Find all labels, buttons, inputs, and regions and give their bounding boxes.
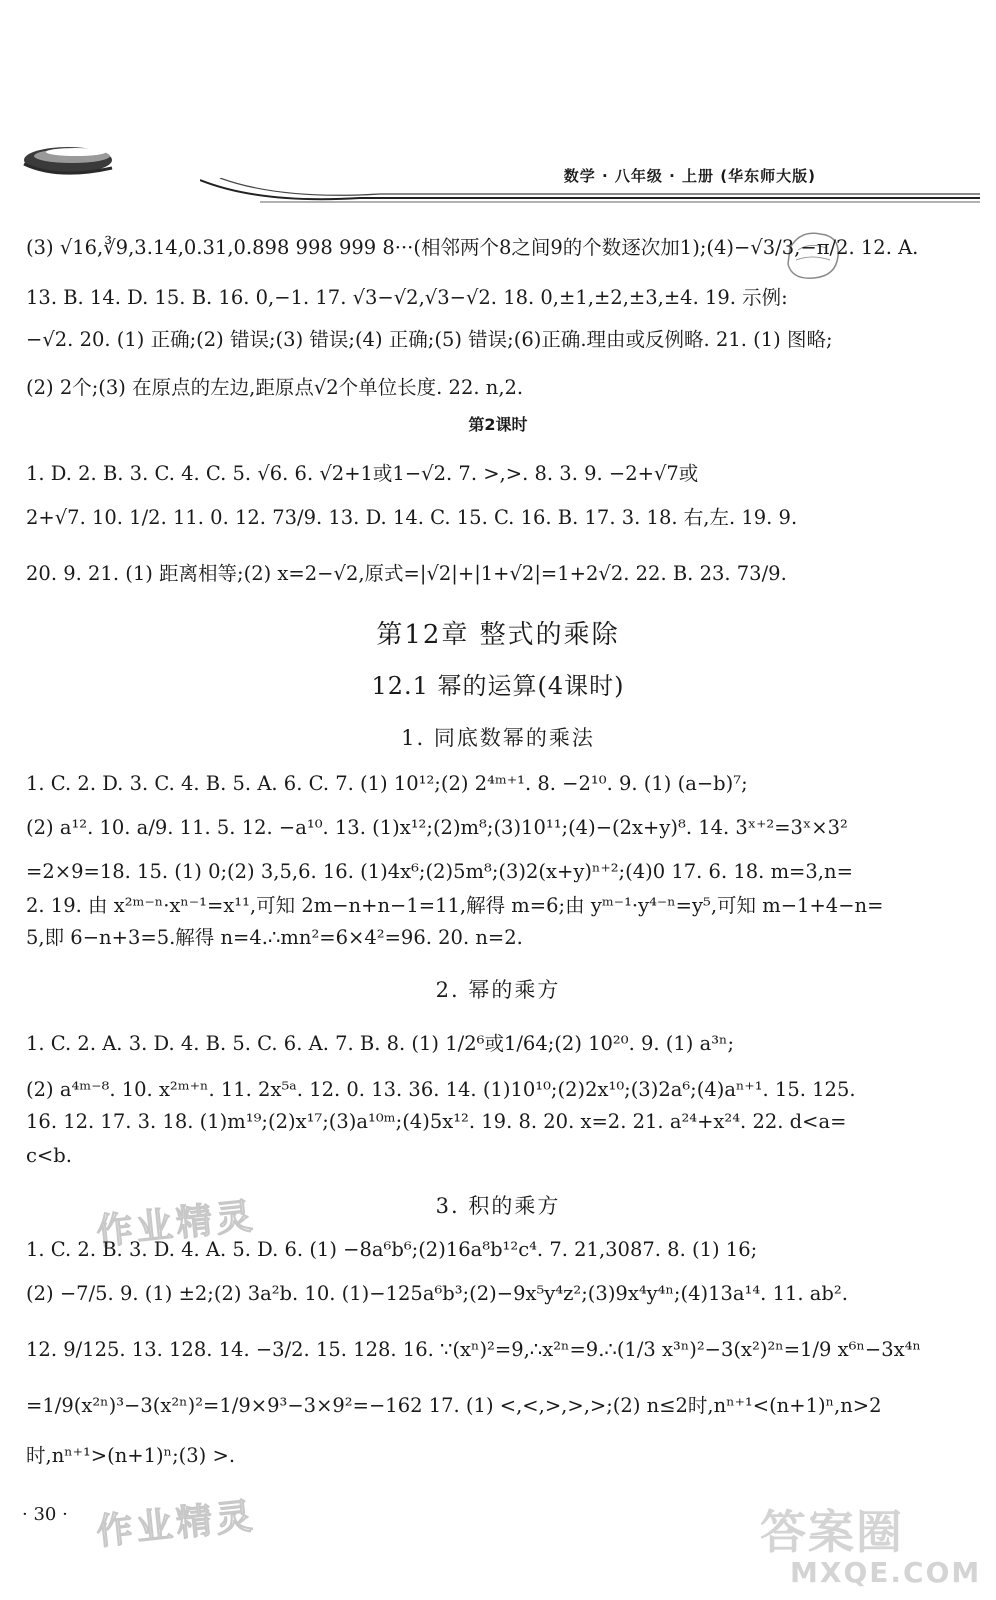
chapter-heading: 第12章 整式的乘除 <box>376 620 620 650</box>
answer-line: 13. B. 14. D. 15. B. 16. 0,−1. 17. √3−√2,√3−√2. 18. 0,±1,±2,±3,±4. 19. 示例: <box>26 286 788 309</box>
corner-logo-url: MXQE.COM <box>790 1556 982 1589</box>
bird-logo-icon <box>18 140 114 186</box>
answer-line: 12. 9/125. 13. 128. 14. −3/2. 15. 128. 16. ∵(xⁿ)²=9,∴x²ⁿ=9.∴(1/3 x³ⁿ)²−3(x²)²ⁿ=1/9 x⁶ⁿ−3x⁴ⁿ <box>26 1338 921 1361</box>
answer-line: 1. C. 2. A. 3. D. 4. B. 5. C. 6. A. 7. B. 8. (1) 1/2⁶或1/64;(2) 10²⁰. 9. (1) a³ⁿ; <box>26 1032 735 1055</box>
answer-line: 2+√7. 10. 1/2. 11. 0. 12. 73/9. 13. D. 14. C. 15. C. 16. B. 17. 3. 18. 右,左. 19. 9. <box>26 506 798 529</box>
answer-line: =1/9(x²ⁿ)³−3(x²ⁿ)²=1/9×9³−3×9²=−162 17. (1) <,<,>,>,>;(2) n≤2时,nⁿ⁺¹<(n+1)ⁿ,n>2 <box>26 1394 882 1417</box>
answer-line: 2. 19. 由 x²ᵐ⁻ⁿ·xⁿ⁻¹=x¹¹,可知 2m−n+n−1=11,解得 m=6;由 yᵐ⁻¹·y⁴⁻ⁿ=y⁵,可知 m−1+4−n= <box>26 894 884 917</box>
answer-line: (2) a¹². 10. a/9. 11. 5. 12. −a¹⁰. 13. (1)x¹²;(2)m⁸;(3)10¹¹;(4)−(2x+y)⁸. 14. 3ˣ⁺²=3ˣ×3² <box>26 816 848 839</box>
page-header <box>0 120 996 210</box>
answer-line: −√2. 20. (1) 正确;(2) 错误;(3) 错误;(4) 正确;(5) 错误;(6)正确.理由或反例略. 21. (1) 图略; <box>26 328 833 351</box>
answer-line: 16. 12. 17. 3. 18. (1)m¹⁹;(2)x¹⁷;(3)a¹⁰ᵐ;(4)5x¹². 19. 8. 20. x=2. 21. a²⁴+x²⁴. 22. d<a= <box>26 1110 847 1133</box>
answer-line: (2) −7/5. 9. (1) ±2;(2) 3a²b. 10. (1)−125a⁶b³;(2)−9x⁵y⁴z²;(3)9x⁴y⁴ⁿ;(4)13a¹⁴. 11. ab². <box>26 1282 848 1305</box>
watermark-text: 作业精灵 <box>94 1195 259 1254</box>
answer-line: c<b. <box>26 1144 72 1167</box>
answer-line: (2) a⁴ᵐ⁻⁸. 10. x²ᵐ⁺ⁿ. 11. 2x⁵ᵃ. 12. 0. 13. 36. 14. (1)10¹⁰;(2)2x¹⁰;(3)2a⁶;(4)aⁿ⁺¹. 15. 125. <box>26 1078 856 1101</box>
corner-logo: 答案圈 <box>760 1505 904 1559</box>
section-heading: 12.1 幂的运算(4课时) <box>371 672 625 700</box>
answer-line: 5,即 6−n+3=5.解得 n=4.∴mn²=6×4²=96. 20. n=2. <box>26 926 523 949</box>
subsection-heading: 1. 同底数幂的乘法 <box>401 726 595 750</box>
subsection-heading: 3. 积的乘方 <box>435 1194 561 1218</box>
answer-line: 时,nⁿ⁺¹>(n+1)ⁿ;(3) >. <box>26 1444 236 1467</box>
answer-line: 1. C. 2. D. 3. C. 4. B. 5. A. 6. C. 7. (1) 10¹²;(2) 2⁴ᵐ⁺¹. 8. −2¹⁰. 9. (1) (a−b)⁷; <box>26 772 748 795</box>
header-title: 数学 · 八年级 · 上册 (华东师大版) <box>563 167 816 185</box>
lesson-heading: 第2课时 <box>468 415 528 434</box>
answer-line: (2) 2个;(3) 在原点的左边,距原点√2个单位长度. 22. n,2. <box>26 376 524 399</box>
answer-line: (3) √16,∛9,3.14,0.31,0.898 998 999 8···(相邻两个8之间9的个数逐次加1);(4)−√3/3,−π/2. 12. A. <box>26 236 919 259</box>
answer-line: 1. D. 2. B. 3. C. 4. C. 5. √6. 6. √2+1或1−√2. 7. >,>. 8. 3. 9. −2+√7或 <box>26 462 699 485</box>
subsection-heading: 2. 幂的乘方 <box>435 978 561 1002</box>
page-number: · 30 · <box>22 1504 68 1525</box>
watermark-text: 作业精灵 <box>94 1495 259 1554</box>
answer-line: 20. 9. 21. (1) 距离相等;(2) x=2−√2,原式=|√2|+|1+√2|=1+2√2. 22. B. 23. 73/9. <box>26 562 787 585</box>
answer-line: 1. C. 2. B. 3. D. 4. A. 5. D. 6. (1) −8a⁶b⁶;(2)16a⁸b¹²c⁴. 7. 21,3087. 8. (1) 16; <box>26 1238 758 1261</box>
answer-line: =2×9=18. 15. (1) 0;(2) 3,5,6. 16. (1)4x⁶;(2)5m⁸;(3)2(x+y)ⁿ⁺²;(4)0 17. 6. 18. m=3,n= <box>26 860 853 883</box>
